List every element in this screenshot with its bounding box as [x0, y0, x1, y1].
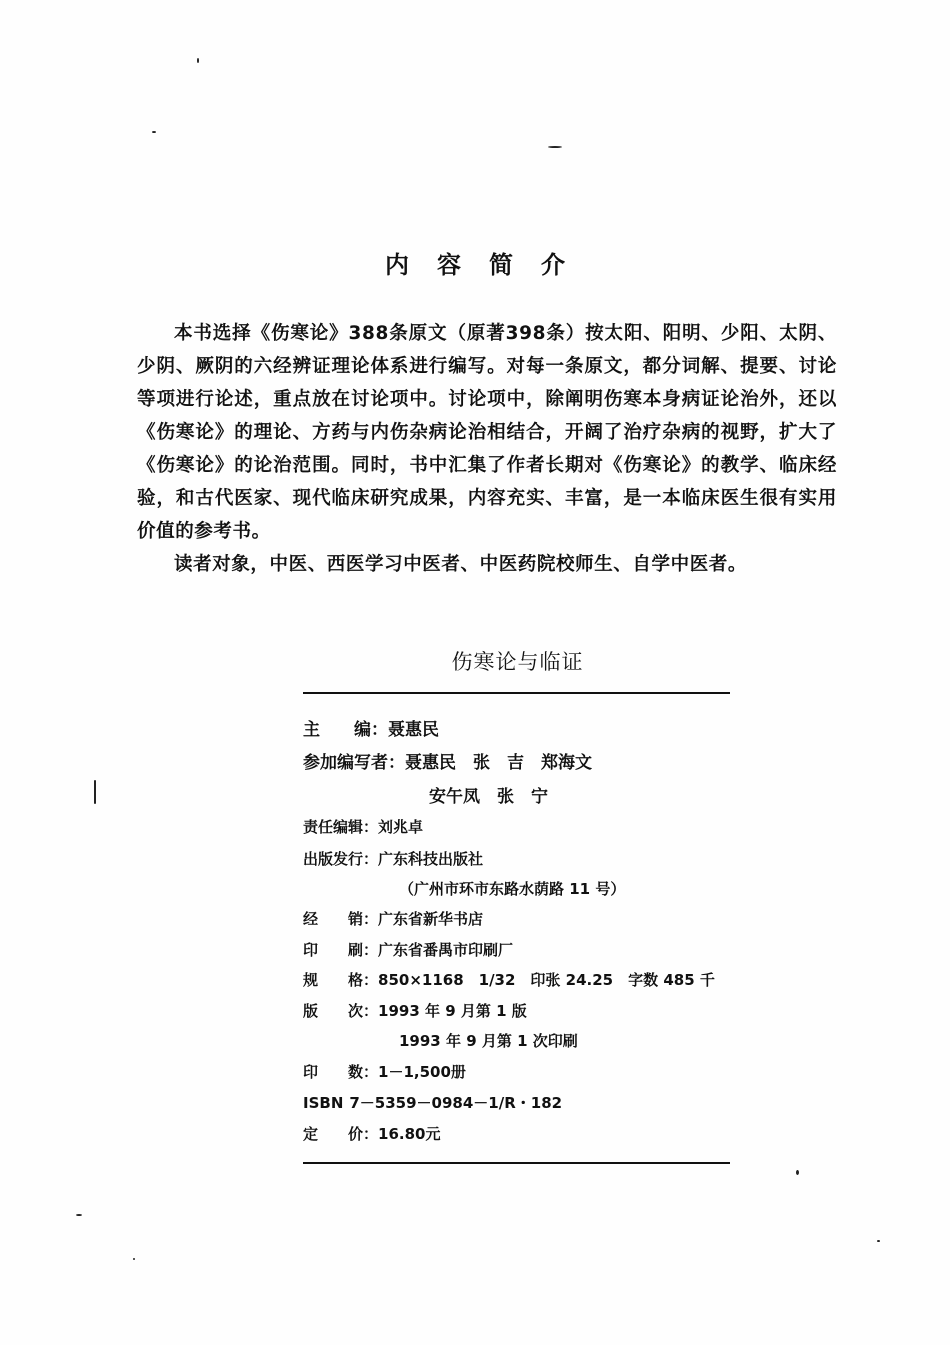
responsible-editor-label: 责任编辑： — [303, 818, 379, 836]
print-run-label: 印 数： — [303, 1063, 379, 1081]
isbn-label: ISBN — [303, 1094, 344, 1112]
edition-row — [303, 1000, 527, 1021]
price-label: 定 价： — [303, 1125, 379, 1143]
scan-speck — [877, 1240, 880, 1242]
publisher-value: 广东科技出版社 — [378, 850, 484, 868]
printing-value: 1993 年 9 月第 1 次印刷 — [399, 1032, 578, 1050]
scan-speck — [197, 58, 199, 63]
co-authors-value: 聂惠民 张 吉 郑海文 — [405, 753, 592, 773]
co-authors-label: 参加编写者： — [303, 753, 405, 773]
publisher-label: 出版发行： — [303, 850, 379, 868]
chief-editor-value: 聂惠民 — [388, 720, 439, 740]
scan-speck — [548, 146, 562, 148]
publisher-address-row — [399, 878, 625, 899]
scan-speck — [796, 1170, 799, 1175]
bottom-divider — [303, 1162, 730, 1164]
co-authors-row — [303, 748, 592, 773]
chief-editor-label: 主 编： — [303, 720, 388, 740]
isbn-value: 7－5359－0984－1/R・182 — [349, 1094, 563, 1112]
intro-paragraph: 读者对象，中医、西医学习中医者、中医药院校师生、自学中医者。 — [174, 554, 748, 575]
isbn-row — [303, 1092, 562, 1113]
specs-label: 规 格： — [303, 971, 379, 989]
print-run-row — [303, 1061, 466, 1082]
printer-value: 广东省番禺市印刷厂 — [378, 941, 514, 959]
publisher-address: （广州市环市东路水荫路 11 号） — [399, 880, 626, 898]
top-divider — [303, 692, 730, 694]
price-row — [303, 1123, 440, 1144]
edition-value: 1993 年 9 月第 1 版 — [378, 1002, 527, 1020]
distributor-row — [303, 908, 483, 929]
book-title: 伤寒论与临证 — [451, 650, 584, 674]
distributor-label: 经 销： — [303, 910, 379, 928]
scan-speck — [76, 1214, 82, 1216]
scan-speck — [152, 131, 156, 133]
specs-value: 850×1168 1/32 印张 24.25 字数 485 千 — [378, 971, 715, 989]
responsible-editor-value: 刘兆卓 — [378, 818, 424, 836]
scan-speck — [94, 780, 96, 804]
co-authors-value: 安午凤 张 宁 — [429, 787, 548, 807]
specs-row — [303, 969, 715, 990]
chief-editor-row — [303, 715, 439, 740]
distributor-value: 广东省新华书店 — [378, 910, 484, 928]
intro-paragraph: 本书选择《伤寒论》388条原文（原著398条）按太阳、阳明、少阳、太阴、少阴、厥阴的六经辨证理论体系进行编写。对每一条原文，都分词解、提要、讨论等项进行论述，重点放在讨论项中。讨论项中，除阐明伤寒本身病证论治外，还以《伤寒论》的理论、方药与内伤杂病论治相结合，开阔了治疗杂病的视野，扩大了《伤寒论》的论治范围。同时，书中汇集了作者长期对《伤寒论》的教学、临床经验，和古代医家、现代临床研究成果，内容充实、丰富，是一本临床医生很有实用价值的参考书。 — [137, 323, 837, 542]
edition-row-continued — [399, 1030, 578, 1051]
price-value: 16.80元 — [378, 1125, 441, 1143]
page-heading: 内容简介 — [385, 251, 593, 279]
printer-label: 印 刷： — [303, 941, 379, 959]
responsible-editor-row — [303, 816, 423, 837]
print-run-value: 1－1,500册 — [378, 1063, 466, 1081]
publisher-row — [303, 848, 483, 869]
introduction-text — [137, 317, 837, 581]
printer-row — [303, 939, 513, 960]
edition-label: 版 次： — [303, 1002, 379, 1020]
scan-speck — [133, 1258, 135, 1260]
co-authors-row-continued — [429, 782, 548, 807]
